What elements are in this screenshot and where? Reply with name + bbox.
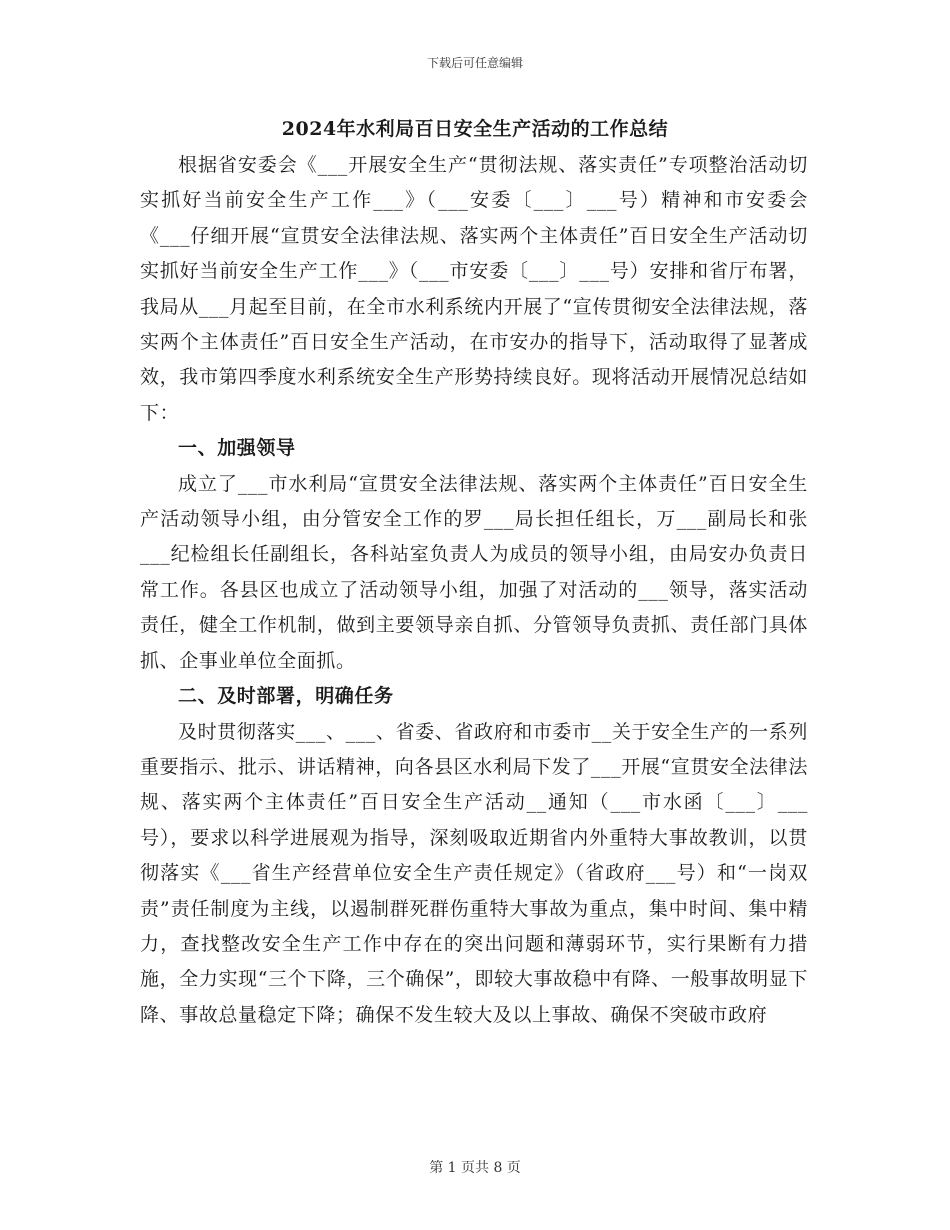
intro-paragraph: 根据省安委会《___开展安全生产“贯彻法规、落实责任”专项整治活动切实抓好当前安全生产工作___》（___安委〔___〕___号）精神和市安委会《___仔细开展“宣贯安全法律法规、落实两个主体责任”百日安全生产活动切实抓好当前安全生产工作___》（___市安委〔___〕___号）安排和省厅布署，我局从___月起至目前，在全市水利系统内开展了“宣传贯彻安全法律法规，落实两个主体责任”百日安全生产活动，在市安办的指导下，活动取得了显著成效，我市第四季度水利系统安全生产形势持续良好。现将活动开展情况总结如下： (140, 154, 808, 424)
document-body (140, 148, 808, 1033)
header-note: 下载后可任意编辑 (426, 56, 523, 70)
leadership-paragraph: 成立了___市水利局“宣贯安全法律法规、落实两个主体责任”百日安全生产活动领导小组，由分管安全工作的罗___局长担任组长，万___副局长和张___纪检组长任副组长，各科站室负责人为成员的领导小组，由局安办负责日常工作。各县区也成立了活动领导小组，加强了对活动的___领导，落实活动责任，健全工作机制，做到主要领导亲自抓、分管领导负责抓、责任部门具体抓、企事业单位全面抓。 (140, 472, 808, 672)
section-heading-leadership: 一、加强领导 (178, 437, 296, 460)
document-title: 2024年水利局百日安全生产活动的工作总结 (281, 118, 669, 140)
deployment-paragraph: 及时贯彻落实___、___、省委、省政府和市委市__关于安全生产的一系列重要指示、批示、讲话精神，向各县区水利局下发了___开展“宣贯安全法律法规、落实两个主体责任”百日安全生产活动__通知（___市水函〔___〕___号），要求以科学进展观为指导，深刻吸取近期省内外重特大事故教训，以贯彻落实《___省生产经营单位安全生产责任规定》（省政府___号）和“一岗双责”责任制度为主线，以遏制群死群伤重特大事故为重点，集中时间、集中精力，查找整改安全生产工作中存在的突出问题和薄弱环节，实行果断有力措施，全力实现“三个下降，三个确保”，即较大事故稳中有降、一般事故明显下降、事故总量稳定下降；确保不发生较大及以上事故、确保不突破市政府 (140, 720, 808, 1026)
section-heading-deployment: 二、及时部署，明确任务 (178, 685, 394, 708)
page-number-footer: 第 1 页共 8 页 (429, 1160, 521, 1176)
